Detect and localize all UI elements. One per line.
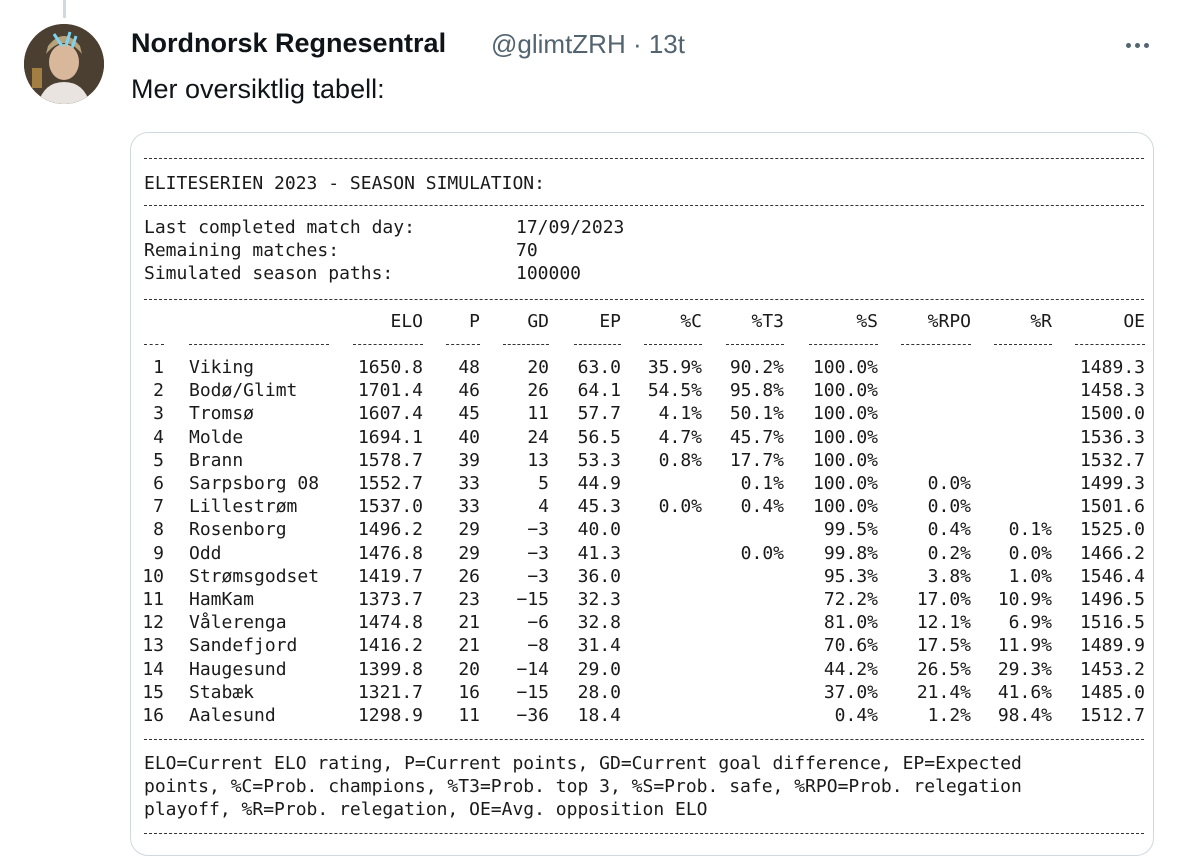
cell-expected-points: 56.5 <box>577 426 621 448</box>
legend-line: points, %C=Prob. champions, %T3=Prob. top 3, %S=Prob. safe, %RPO=Prob. relegation <box>144 776 1022 797</box>
cell-prob-relegation: 0.0% <box>1008 542 1052 564</box>
cell-prob-relegation-playoff: 26.5% <box>916 658 971 680</box>
cell-goal-diff: −15 <box>516 589 549 610</box>
cell-expected-points: 36.0 <box>577 565 621 587</box>
cell-goal-diff: 5 <box>538 473 549 494</box>
cell-elo: 1701.4 <box>357 380 423 402</box>
header-prob-safe: %S <box>856 311 878 332</box>
cell-elo: 1321.7 <box>357 681 423 703</box>
divider <box>144 158 1144 159</box>
cell-team: Molde <box>189 426 244 448</box>
cell-opposition-elo: 1532.7 <box>1079 449 1145 471</box>
more-dot <box>1135 43 1140 48</box>
cell-team: Lillestrøm <box>189 496 298 518</box>
author-handle[interactable]: @glimtZRH <box>491 29 626 59</box>
cell-expected-points: 45.3 <box>577 496 621 518</box>
cell-expected-points: 64.1 <box>577 380 621 402</box>
cell-goal-diff: −6 <box>527 612 549 634</box>
cell-opposition-elo: 1499.3 <box>1079 473 1145 494</box>
cell-rank: 11 <box>142 589 164 610</box>
cell-points: 33 <box>458 496 480 518</box>
attached-image[interactable] <box>130 132 1154 856</box>
cell-opposition-elo: 1536.3 <box>1079 426 1145 448</box>
cell-prob-safe: 100.0% <box>812 496 878 518</box>
more-dots-icon <box>1126 43 1131 48</box>
cell-prob-safe: 81.0% <box>823 612 878 634</box>
header-opposition-elo: OE <box>1123 311 1145 332</box>
cell-team: Aalesund <box>189 705 276 726</box>
cell-rank: 9 <box>153 542 164 564</box>
cell-elo: 1694.1 <box>357 426 423 448</box>
cell-prob-relegation: 1.0% <box>1008 565 1052 587</box>
cell-points: 11 <box>458 705 480 726</box>
cell-rank: 7 <box>153 496 164 518</box>
more-dot <box>1144 43 1149 48</box>
divider <box>144 833 1144 834</box>
cell-prob-top3: 90.2% <box>729 357 784 378</box>
cell-prob-relegation: 41.6% <box>997 681 1052 703</box>
cell-elo: 1552.7 <box>357 473 423 494</box>
cell-team: Viking <box>189 357 255 378</box>
cell-points: 20 <box>458 658 480 680</box>
thread-line <box>63 0 66 18</box>
cell-prob-relegation-playoff: 1.2% <box>927 705 971 726</box>
cell-points: 21 <box>458 635 480 657</box>
cell-prob-safe: 100.0% <box>812 403 878 425</box>
cell-prob-relegation-playoff: 0.0% <box>927 473 971 494</box>
header-underline-rank <box>144 344 164 345</box>
header-underline-prob-relegation-playoff <box>901 344 971 345</box>
cell-team: Rosenborg <box>189 519 287 541</box>
cell-prob-relegation: 0.1% <box>1008 519 1052 541</box>
cell-rank: 6 <box>153 473 164 494</box>
cell-rank: 4 <box>153 426 164 448</box>
divider <box>144 299 1144 300</box>
header-elo: ELO <box>390 311 423 332</box>
cell-elo: 1650.8 <box>357 357 423 378</box>
cell-prob-safe: 100.0% <box>812 426 878 448</box>
author-handle-time[interactable] <box>491 29 685 60</box>
divider <box>144 205 1144 206</box>
cell-prob-relegation: 29.3% <box>997 658 1052 680</box>
cell-elo: 1399.8 <box>357 658 423 680</box>
meta-label: Last completed match day: <box>144 217 415 238</box>
cell-rank: 8 <box>153 519 164 541</box>
post-text: Mer oversiktlig tabell: <box>131 74 385 104</box>
cell-prob-safe: 99.5% <box>823 519 878 541</box>
legend-line: playoff, %R=Prob. relegation, OE=Avg. opposition ELO <box>144 799 708 820</box>
cell-prob-safe: 37.0% <box>823 681 878 703</box>
divider <box>144 739 1144 740</box>
cell-goal-diff: −3 <box>527 519 549 541</box>
cell-opposition-elo: 1496.5 <box>1079 589 1145 610</box>
header-goal-diff: GD <box>527 311 549 332</box>
cell-prob-safe: 99.8% <box>823 542 878 564</box>
cell-prob-relegation: 6.9% <box>1008 612 1052 634</box>
legend-line: ELO=Current ELO rating, P=Current points, GD=Current goal difference, EP=Expected <box>144 753 1022 774</box>
cell-goal-diff: −14 <box>516 658 549 680</box>
cell-expected-points: 44.9 <box>577 473 621 494</box>
cell-opposition-elo: 1546.4 <box>1079 565 1145 587</box>
cell-prob-safe: 100.0% <box>812 380 878 402</box>
cell-elo: 1416.2 <box>357 635 423 657</box>
cell-goal-diff: −36 <box>516 705 549 726</box>
cell-points: 29 <box>458 542 480 564</box>
cell-prob-champions: 0.8% <box>658 449 702 471</box>
cell-points: 39 <box>458 449 480 471</box>
more-options-button[interactable] <box>1116 24 1158 66</box>
post-time[interactable]: · 13t <box>632 29 685 59</box>
cell-team: Brann <box>189 449 244 471</box>
cell-elo: 1298.9 <box>357 705 423 726</box>
cell-opposition-elo: 1516.5 <box>1079 612 1145 634</box>
cell-prob-safe: 100.0% <box>812 473 878 494</box>
header-prob-champions: %C <box>680 311 702 332</box>
cell-points: 46 <box>458 380 480 402</box>
cell-prob-safe: 95.3% <box>823 565 878 587</box>
cell-prob-relegation-playoff: 21.4% <box>916 681 971 703</box>
cell-points: 16 <box>458 681 480 703</box>
header-underline-expected-points <box>574 344 621 345</box>
cell-elo: 1474.8 <box>357 612 423 634</box>
cell-goal-diff: 26 <box>527 380 549 402</box>
cell-prob-relegation-playoff: 0.4% <box>927 519 971 541</box>
cell-prob-champions: 54.5% <box>647 380 702 402</box>
header-prob-top3: %T3 <box>751 311 784 332</box>
cell-rank: 3 <box>153 403 164 425</box>
meta-label: Remaining matches: <box>144 240 340 261</box>
author-name[interactable]: Nordnorsk Regnesentral <box>131 28 447 58</box>
cell-rank: 16 <box>142 705 164 726</box>
cell-goal-diff: 11 <box>527 403 549 425</box>
cell-expected-points: 32.3 <box>577 589 621 610</box>
cell-team: Strømsgodset <box>189 565 320 587</box>
cell-elo: 1578.7 <box>357 449 423 471</box>
cell-goal-diff: −8 <box>527 635 549 657</box>
cell-opposition-elo: 1512.7 <box>1079 705 1145 726</box>
cell-rank: 10 <box>142 565 164 587</box>
cell-prob-relegation-playoff: 0.2% <box>927 542 971 564</box>
meta-value: 17/09/2023 <box>516 217 625 238</box>
cell-points: 48 <box>458 357 480 378</box>
cell-prob-safe: 72.2% <box>823 589 878 610</box>
header-expected-points: EP <box>599 311 621 332</box>
cell-team: Tromsø <box>189 403 255 425</box>
cell-team: Sandefjord <box>189 635 298 657</box>
cell-prob-top3: 17.7% <box>729 449 784 471</box>
cell-rank: 5 <box>153 449 164 471</box>
cell-opposition-elo: 1485.0 <box>1079 681 1145 703</box>
cell-elo: 1476.8 <box>357 542 423 564</box>
cell-rank: 2 <box>153 380 164 402</box>
cell-rank: 13 <box>142 635 164 657</box>
cell-goal-diff: 24 <box>527 426 549 448</box>
cell-team: Haugesund <box>189 658 287 680</box>
cell-points: 33 <box>458 473 480 494</box>
cell-prob-safe: 100.0% <box>812 449 878 471</box>
cell-expected-points: 31.4 <box>577 635 621 657</box>
cell-points: 29 <box>458 519 480 541</box>
cell-expected-points: 28.0 <box>577 681 621 703</box>
cell-prob-champions: 0.0% <box>658 496 702 518</box>
cell-expected-points: 18.4 <box>577 705 621 726</box>
cell-opposition-elo: 1489.9 <box>1079 635 1145 657</box>
cell-elo: 1419.7 <box>357 565 423 587</box>
cell-team: HamKam <box>189 589 255 610</box>
cell-prob-relegation: 98.4% <box>997 705 1052 726</box>
cell-prob-safe: 44.2% <box>823 658 878 680</box>
cell-prob-relegation-playoff: 12.1% <box>916 612 971 634</box>
cell-opposition-elo: 1453.2 <box>1079 658 1145 680</box>
cell-team: Stabæk <box>189 681 255 703</box>
cell-elo: 1607.4 <box>357 403 423 425</box>
cell-prob-top3: 95.8% <box>729 380 784 402</box>
cell-goal-diff: −15 <box>516 681 549 703</box>
cell-prob-champions: 4.7% <box>658 426 702 448</box>
cell-points: 26 <box>458 565 480 587</box>
header-underline-elo <box>353 344 423 345</box>
cell-team: Bodø/Glimt <box>189 380 298 402</box>
cell-elo: 1373.7 <box>357 589 423 610</box>
cell-elo: 1537.0 <box>357 496 423 518</box>
cell-rank: 1 <box>153 357 164 378</box>
header-underline-points <box>446 344 480 345</box>
cell-opposition-elo: 1489.3 <box>1079 357 1145 378</box>
cell-prob-relegation: 11.9% <box>997 635 1052 657</box>
cell-prob-top3: 0.1% <box>740 473 784 494</box>
cell-prob-relegation-playoff: 3.8% <box>927 565 971 587</box>
meta-value: 100000 <box>516 263 582 284</box>
header-underline-prob-top3 <box>726 344 784 345</box>
header-underline-opposition-elo <box>1075 344 1145 345</box>
cell-rank: 12 <box>142 612 164 634</box>
cell-prob-relegation: 10.9% <box>997 589 1052 610</box>
cell-rank: 14 <box>142 658 164 680</box>
cell-team: Sarpsborg 08 <box>189 473 320 494</box>
cell-rank: 15 <box>142 681 164 703</box>
cell-goal-diff: 13 <box>527 449 549 471</box>
cell-goal-diff: 4 <box>538 496 549 518</box>
cell-prob-top3: 0.0% <box>740 542 784 564</box>
cell-prob-safe: 100.0% <box>812 357 878 378</box>
cell-prob-champions: 4.1% <box>658 403 702 425</box>
cell-points: 45 <box>458 403 480 425</box>
cell-prob-top3: 0.4% <box>740 496 784 518</box>
cell-prob-relegation-playoff: 17.5% <box>916 635 971 657</box>
cell-expected-points: 63.0 <box>577 357 621 378</box>
cell-expected-points: 32.8 <box>577 612 621 634</box>
cell-prob-safe: 0.4% <box>834 705 878 726</box>
cell-expected-points: 40.0 <box>577 519 621 541</box>
cell-expected-points: 41.3 <box>577 542 621 564</box>
cell-goal-diff: −3 <box>527 565 549 587</box>
meta-value: 70 <box>516 240 538 261</box>
table-title: ELITESERIEN 2023 - SEASON SIMULATION: <box>144 173 545 194</box>
cell-opposition-elo: 1525.0 <box>1079 519 1145 541</box>
cell-opposition-elo: 1500.0 <box>1079 403 1145 425</box>
header-underline-prob-safe <box>809 344 878 345</box>
cell-team: Vålerenga <box>189 612 287 634</box>
meta-label: Simulated season paths: <box>144 263 394 284</box>
cell-opposition-elo: 1501.6 <box>1079 496 1145 518</box>
cell-opposition-elo: 1458.3 <box>1079 380 1145 402</box>
cell-points: 23 <box>458 589 480 610</box>
avatar-image <box>24 24 104 104</box>
header-underline-prob-champions <box>644 344 702 345</box>
cell-expected-points: 57.7 <box>577 403 621 425</box>
cell-expected-points: 53.3 <box>577 449 621 471</box>
cell-goal-diff: 20 <box>527 357 549 378</box>
cell-prob-top3: 45.7% <box>729 426 784 448</box>
header-underline-goal-diff <box>503 344 549 345</box>
header-prob-relegation-playoff: %RPO <box>927 311 971 332</box>
cell-prob-relegation-playoff: 17.0% <box>916 589 971 610</box>
avatar[interactable] <box>24 24 104 104</box>
cell-opposition-elo: 1466.2 <box>1079 542 1145 564</box>
cell-prob-champions: 35.9% <box>647 357 702 378</box>
cell-prob-relegation-playoff: 0.0% <box>927 496 971 518</box>
header-underline-prob-relegation <box>994 344 1052 345</box>
cell-prob-top3: 50.1% <box>729 403 784 425</box>
cell-elo: 1496.2 <box>357 519 423 541</box>
cell-prob-safe: 70.6% <box>823 635 878 657</box>
header-points: P <box>469 311 480 332</box>
header-underline-team <box>189 344 329 345</box>
cell-goal-diff: −3 <box>527 542 549 564</box>
cell-expected-points: 29.0 <box>577 658 621 680</box>
cell-team: Odd <box>189 542 222 564</box>
header-prob-relegation: %R <box>1030 311 1052 332</box>
cell-points: 40 <box>458 426 480 448</box>
cell-points: 21 <box>458 612 480 634</box>
